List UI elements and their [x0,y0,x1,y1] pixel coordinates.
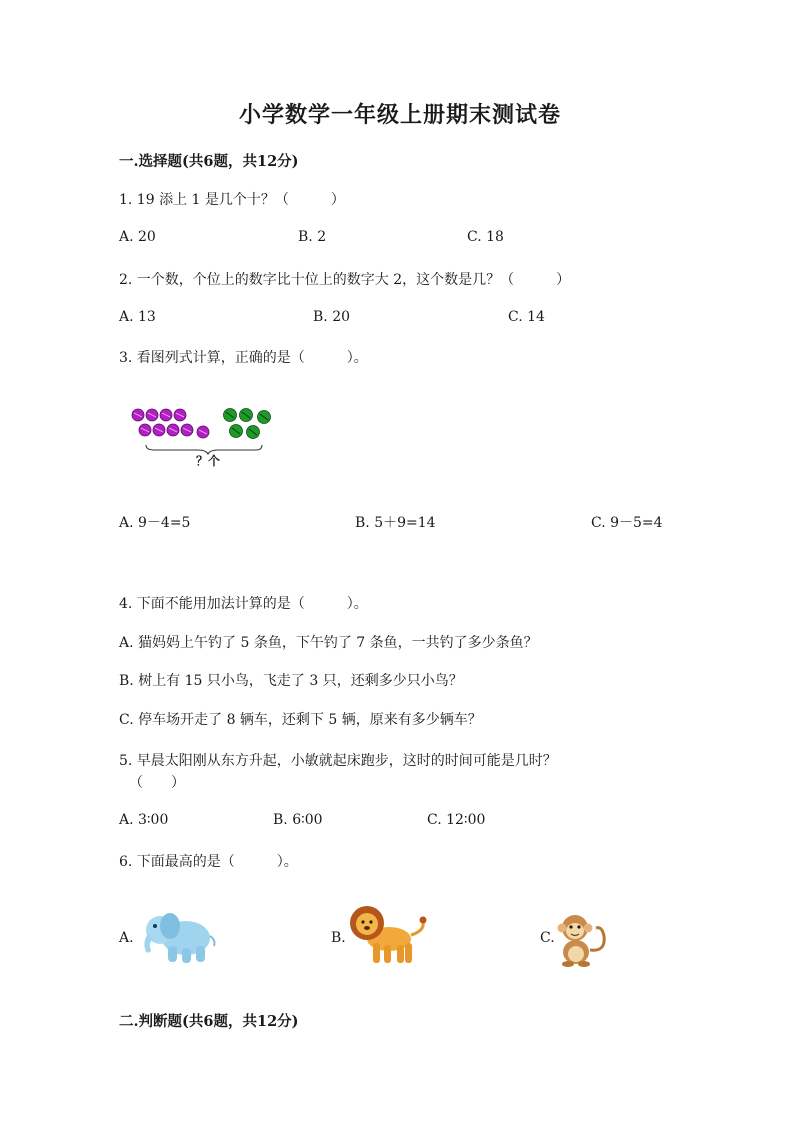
section-heading-judge: 二.判断题(共6题，共12分) [119,1013,299,1030]
purple-balls [132,409,209,438]
question-5-option-b[interactable]: B. 6∶00 [273,812,323,828]
question-4-stem: 4. 下面不能用加法计算的是（ ）。 [119,596,368,612]
monkey-icon [556,910,610,968]
question-5-option-c[interactable]: C. 12∶00 [427,812,486,828]
question-6-option-b[interactable]: B. [331,930,346,946]
section-heading-choice: 一.选择题(共6题，共12分) [119,153,299,170]
question-6-option-a[interactable]: A. [119,930,134,946]
question-1-option-b[interactable]: B. 2 [298,229,327,245]
lion-icon [347,903,429,967]
question-4-option-b[interactable]: B. 树上有 15 只小鸟，飞走了 3 只，还剩多少只小鸟？ [119,673,463,689]
question-1-option-a[interactable]: A. 20 [119,229,156,245]
question-3-option-c[interactable]: C. 9－5=4 [591,515,663,531]
question-2-stem: 2. 一个数，个位上的数字比十位上的数字大 2，这个数是几？（ ） [119,272,571,288]
question-2-option-c[interactable]: C. 14 [508,309,545,325]
page-title: 小学数学一年级上册期末测试卷 [238,102,561,128]
question-1-option-c[interactable]: C. 18 [467,229,504,245]
question-2-option-a[interactable]: A. 13 [119,309,156,325]
green-balls [224,409,271,439]
question-2-option-b[interactable]: B. 20 [313,309,351,325]
question-3-figure [128,403,288,469]
question-5-stem: 5. 早晨太阳刚从东方升起，小敏就起床跑步，这时的时间可能是几时？ [119,753,557,769]
elephant-icon [138,906,218,966]
question-5-option-a[interactable]: A. 3∶00 [119,812,169,828]
question-1-stem: 1. 19 添上 1 是几个十？（ ） [119,192,345,208]
question-6-stem: 6. 下面最高的是（ ）。 [119,854,298,870]
question-4-option-c[interactable]: C. 停车场开走了 8 辆车，还剩下 5 辆，原来有多少辆车？ [119,712,482,728]
question-5-stem-blank: （ ） [129,775,185,791]
question-3-stem: 3. 看图列式计算，正确的是（ ）。 [119,350,368,366]
brace [146,445,262,454]
question-6-option-c[interactable]: C. [540,930,555,946]
question-4-option-a[interactable]: A. 猫妈妈上午钓了 5 条鱼，下午钓了 7 条鱼，一共钓了多少条鱼？ [119,635,538,651]
question-3-figure-label: ？个 [196,454,221,468]
question-3-option-a[interactable]: A. 9－4=5 [119,515,191,531]
question-3-option-b[interactable]: B. 5＋9=14 [355,515,436,531]
